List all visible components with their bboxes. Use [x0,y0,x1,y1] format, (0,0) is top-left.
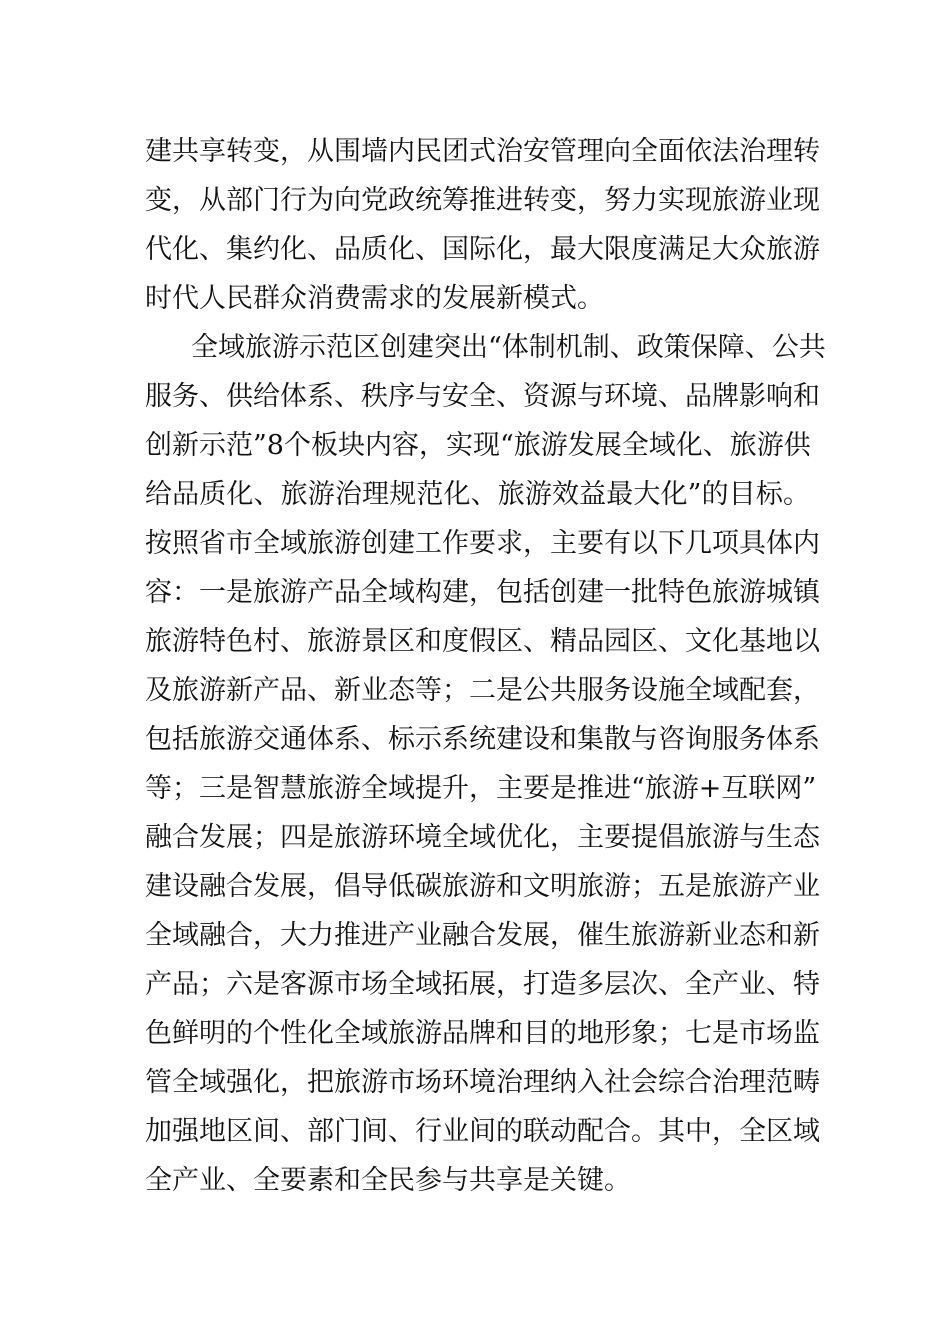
text-line: 全域融合，大力推进产业融合发展，催生旅游新业态和新 [145,920,820,951]
text-line: 时代人民群众消费需求的发展新模式。 [145,283,604,314]
text-line: 代化、集约化、品质化、国际化，最大限度满足大众旅游 [145,234,820,265]
body-text [145,127,826,1205]
text-line: 全域旅游示范区创建突出“体制机制、政策保障、公共 [191,332,826,363]
text-line: 及旅游新产品、新业态等；二是公共服务设施全域配套， [145,675,820,706]
text-line: 色鲜明的个性化全域旅游品牌和目的地形象；七是市场监 [145,1018,820,1049]
text-line: 建设融合发展，倡导低碳旅游和文明旅游；五是旅游产业 [145,871,820,902]
paragraph [145,127,820,323]
text-line: 变，从部门行为向党政统筹推进转变，努力实现旅游业现 [145,185,820,216]
text-line: 全产业、全要素和全民参与共享是关键。 [145,1165,631,1196]
paragraph [145,323,826,1205]
text-line: 管全域强化，把旅游市场环境治理纳入社会综合治理范畴 [145,1067,820,1098]
text-line: 产品；六是客源市场全域拓展，打造多层次、全产业、特 [145,969,820,1000]
text-line: 按照省市全域旅游创建工作要求，主要有以下几项具体内 [145,528,820,559]
text-line: 融合发展；四是旅游环境全域优化，主要提倡旅游与生态 [145,822,820,853]
text-line: 服务、供给体系、秩序与安全、资源与环境、品牌影响和 [145,381,820,412]
text-line: 加强地区间、部门间、行业间的联动配合。其中，全区域 [145,1116,820,1147]
text-line: 给品质化、旅游治理规范化、旅游效益最大化”的目标。 [145,479,810,510]
text-line: 等；三是智慧旅游全域提升，主要是推进“旅游+互联网” [145,773,817,804]
text-line: 旅游特色村、旅游景区和度假区、精品园区、文化基地以 [145,626,820,657]
text-line: 包括旅游交通体系、标示系统建设和集散与咨询服务体系 [145,724,820,755]
text-line: 建共享转变，从围墙内民团式治安管理向全面依法治理转 [145,136,820,167]
text-line: 容：一是旅游产品全域构建，包括创建一批特色旅游城镇 [145,577,820,608]
text-line: 创新示范”8个板块内容，实现“旅游发展全域化、旅游供 [145,430,811,461]
